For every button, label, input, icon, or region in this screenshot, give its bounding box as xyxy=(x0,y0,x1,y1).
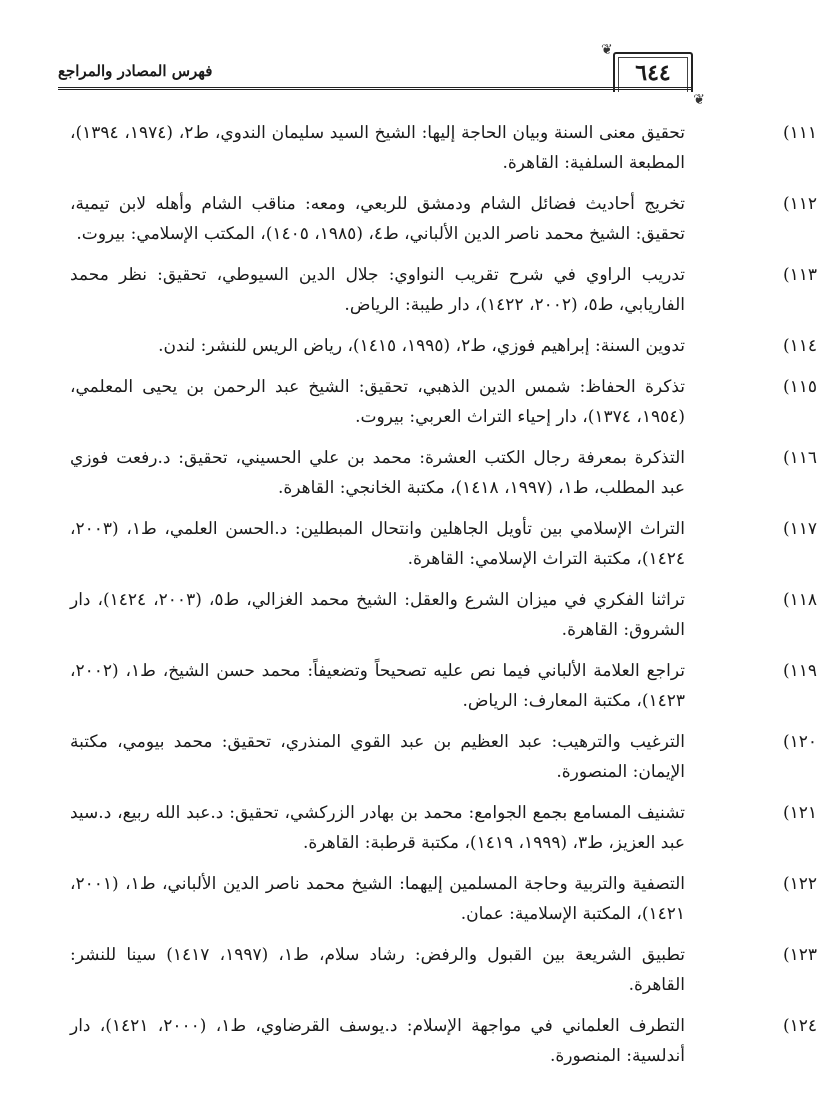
entry-text: التصفية والتربية وحاجة المسلمين إليهما: الشيخ محمد ناصر الدين الألباني، ط١، (٢٠٠١، ١٤٢١)، المكتبة الإسلامية: عمان. xyxy=(70,874,685,924)
bibliography-entry xyxy=(70,656,817,716)
entry-text: تراجع العلامة الألباني فيما نص عليه تصحيحاً وتضعيفاً: محمد حسن الشيخ، ط١، (٢٠٠٢، ١٤٢٣)، مكتبة المعارف: الرياض. xyxy=(70,661,685,711)
entry-number: ١١٦) xyxy=(782,448,817,468)
entry-text: تخريج أحاديث فضائل الشام ودمشق للربعي، ومعه: مناقب الشام وأهله لابن تيمية، تحقيق: الشيخ محمد ناصر الدين الألباني، ط٤، (١٩٨٥، ١٤٠٥)، المكتب الإسلامي: بيروت. xyxy=(70,194,685,244)
entry-text: تحقيق معنى السنة وبيان الحاجة إليها: الشيخ السيد سليمان الندوي، ط٢، (١٩٧٤، ١٣٩٤)، المطبعة السلفية: القاهرة. xyxy=(70,123,685,173)
ornament-icon: ❦ xyxy=(693,92,705,108)
page-number-frame xyxy=(601,42,705,108)
bibliography-entry xyxy=(70,869,817,929)
bibliography-entry xyxy=(70,798,817,858)
ornament-icon: ❦ xyxy=(601,42,613,58)
entry-number: ١١٤) xyxy=(782,336,817,356)
entry-number: ١١٧) xyxy=(782,519,817,539)
entry-number: ١١٢) xyxy=(782,194,817,214)
header-rule xyxy=(58,87,693,90)
entry-text: الترغيب والترهيب: عبد العظيم بن عبد القوي المنذري، تحقيق: محمد بيومي، مكتبة الإيمان: المنصورة. xyxy=(70,732,685,782)
bibliography-entry xyxy=(70,940,817,1000)
entry-text: تشنيف المسامع بجمع الجوامع: محمد بن بهادر الزركشي، تحقيق: د.عبد الله ربيع، د.سيد عبد العزيز، ط٣، (١٩٩٩، ١٤١٩)، مكتبة قرطبة: القاهرة. xyxy=(70,803,685,853)
entry-number: ١٢٠) xyxy=(782,732,817,752)
page-number: ٦٤٤ xyxy=(635,60,671,86)
entry-text: التراث الإسلامي بين تأويل الجاهلين وانتحال المبطلين: د.الحسن العلمي، ط١، (٢٠٠٣، ١٤٢٤)، مكتبة التراث الإسلامي: القاهرة. xyxy=(70,519,686,569)
entry-number: ١١٣) xyxy=(782,265,817,285)
bibliography-entry xyxy=(70,372,817,432)
entry-number: ١١٩) xyxy=(782,661,817,681)
bibliography-list xyxy=(70,118,817,1082)
bibliography-entry xyxy=(70,260,817,320)
bibliography-entry xyxy=(70,585,817,645)
entry-text: تدوين السنة: إبراهيم فوزي، ط٢، (١٩٩٥، ١٤١٥)، رياض الريس للنشر: لندن. xyxy=(158,336,685,356)
entry-number: ١٢١) xyxy=(782,803,817,823)
bibliography-entry xyxy=(70,1011,817,1071)
entry-number: ١١٥) xyxy=(782,377,817,397)
entry-number: ١١١) xyxy=(782,123,817,143)
entry-text: التطرف العلماني في مواجهة الإسلام: د.يوسف القرضاوي، ط١، (٢٠٠٠، ١٤٢١)، دار أندلسية: المنصورة. xyxy=(70,1016,685,1066)
entry-number: ١٢٢) xyxy=(782,874,817,894)
entry-text: تراثنا الفكري في ميزان الشرع والعقل: الشيخ محمد الغزالي، ط٥، (٢٠٠٣، ١٤٢٤)، دار الشروق: القاهرة. xyxy=(70,590,686,640)
running-title: فهرس المصادر والمراجع xyxy=(58,62,213,80)
bibliography-entry xyxy=(70,189,817,249)
bibliography-entry xyxy=(70,118,817,178)
bibliography-entry xyxy=(70,443,817,503)
entry-text: تطبيق الشريعة بين القبول والرفض: رشاد سلام، ط١، (١٩٩٧، ١٤١٧) سينا للنشر: القاهرة. xyxy=(70,945,685,995)
entry-number: ١٢٣) xyxy=(782,945,817,965)
bibliography-entry xyxy=(70,514,817,574)
bibliography-entry xyxy=(70,331,817,361)
entry-number: ١٢٤) xyxy=(782,1016,817,1036)
bibliography-entry xyxy=(70,727,817,787)
entry-number: ١١٨) xyxy=(782,590,817,610)
entry-text: التذكرة بمعرفة رجال الكتب العشرة: محمد بن علي الحسيني، تحقيق: د.رفعت فوزي عبد المطلب، ط١، (١٩٩٧، ١٤١٨)، مكتبة الخانجي: القاهرة. xyxy=(70,448,685,498)
page-header xyxy=(58,42,705,108)
entry-text: تذكرة الحفاظ: شمس الدين الذهبي، تحقيق: الشيخ عبد الرحمن بن يحيى المعلمي، (١٩٥٤، ١٣٧٤)، دار إحياء التراث العربي: بيروت. xyxy=(70,377,685,427)
entry-text: تدريب الراوي في شرح تقريب النواوي: جلال الدين السيوطي، تحقيق: نظر محمد الفاريابي، ط٥، (٢٠٠٢، ١٤٢٢)، دار طيبة: الرياض. xyxy=(70,265,685,315)
